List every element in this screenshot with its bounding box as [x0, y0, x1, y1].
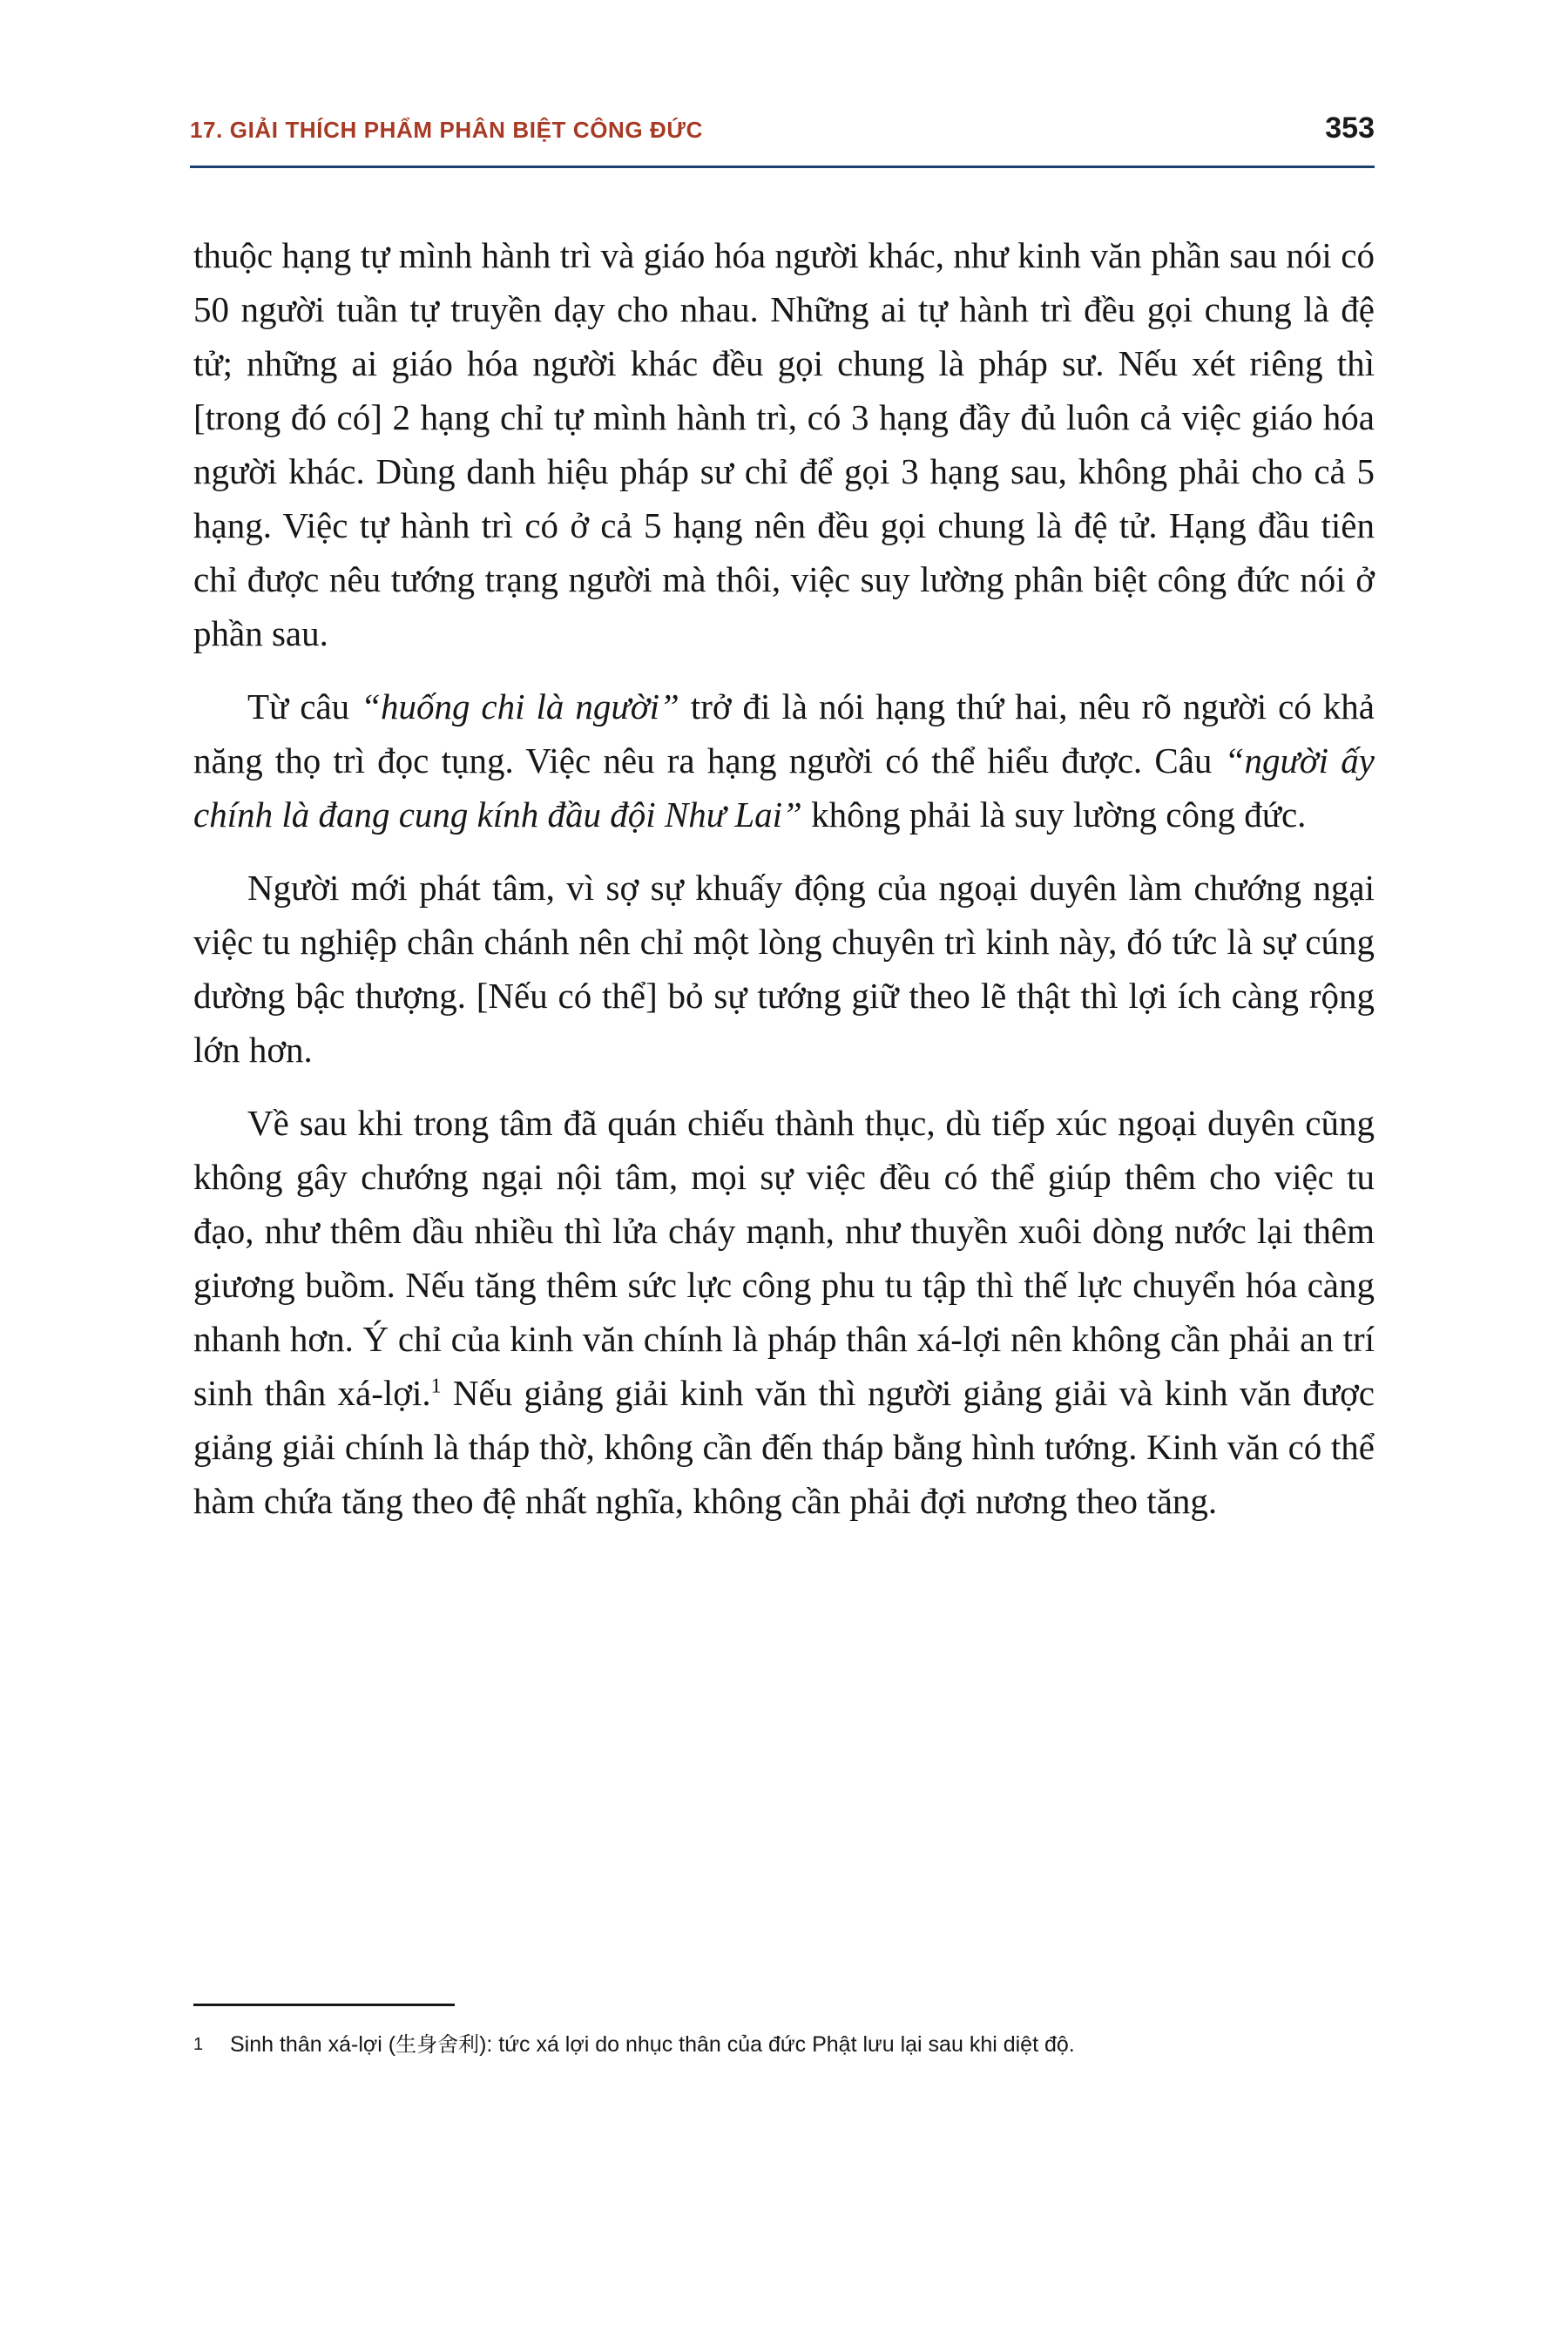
paragraph-3: Người mới phát tâm, vì sợ sự khuấy động của ngoại duyên làm chướng ngại việc tu nghiệp chân chánh nên chỉ một lòng chuyên trì kinh này, đó tức là sự cúng dường bậc thượng. [Nếu có thể] bỏ sự tướng giữ theo lẽ thật thì lợi ích càng rộng lớn hơn. — [193, 868, 1375, 1070]
footnote-divider — [193, 2004, 455, 2006]
footnote-reference: 1 — [430, 1375, 442, 1398]
quoted-phrase: “người ấy chính là đang cung kính đầu đội Như Lai” — [193, 740, 1375, 835]
running-head-title: 17. GIẢI THÍCH PHẨM PHÂN BIỆT CÔNG ĐỨC — [190, 117, 703, 143]
footnote-text: Sinh thân xá-lợi (生身舍利): tức xá lợi do nhục thân của đức Phật lưu lại sau khi diệt độ. — [230, 2032, 1075, 2057]
page-number: 353 — [1325, 112, 1375, 145]
paragraph-4: Về sau khi trong tâm đã quán chiếu thành thục, dù tiếp xúc ngoại duyên cũng không gây chướng ngại nội tâm, mọi sự việc đều có thể giúp thêm cho việc tu đạo, như thêm dầu nhiều thì lửa cháy mạnh, như thuyền xuôi dòng nước lại thêm giương buồm. Nếu tăng thêm sức lực công phu tu tập thì thế lực chuyển hóa càng nhanh hơn. Ý chỉ của kinh văn chính là pháp thân xá-lợi nên không cần phải an trí sinh thân xá-lợi.$^1$ Nếu giảng giải kinh văn thì người giảng giải và kinh văn được giảng giải chính là tháp thờ, không cần đến tháp bằng hình tướng. Kinh văn có thể hàm chứa tăng theo đệ nhất nghĩa, không cần phải đợi nương theo tăng. — [193, 1103, 1375, 1521]
footnote-1 — [193, 2025, 1375, 2064]
paragraph-2: Từ câu “huống chi là người” trở đi là nói hạng thứ hai, nêu rõ người có khả năng thọ trì đọc tụng. Việc nêu ra hạng người có thể hiểu được. Câu “người ấy chính là đang cung kính đầu đội Như Lai” không phải là suy lường công đức. — [193, 686, 1375, 835]
header-divider — [190, 166, 1375, 168]
paragraph-1: thuộc hạng tự mình hành trì và giáo hóa người khác, như kinh văn phần sau nói có 50 người tuần tự truyền dạy cho nhau. Những ai tự hành trì đều gọi chung là đệ tử; những ai giáo hóa người khác đều gọi chung là pháp sư. Nếu xét riêng thì [trong đó có] 2 hạng chỉ tự mình hành trì, có 3 hạng đầy đủ luôn cả việc giáo hóa người khác. Dùng danh hiệu pháp sư chỉ để gọi 3 hạng sau, không phải cho cả 5 hạng. Việc tự hành trì có ở cả 5 hạng nên đều gọi chung là đệ tử. Hạng đầu tiên chỉ được nêu tướng trạng người mà thôi, việc suy lường phân biệt công đức nói ở phần sau. — [193, 235, 1375, 653]
chinese-term: 生身舍利 — [395, 2032, 480, 2057]
footnote-marker: 1 — [193, 2035, 204, 2054]
quoted-phrase: “huống chi là người” — [361, 686, 679, 727]
footnote-area — [193, 2004, 1375, 2064]
page-header — [190, 112, 1375, 145]
body-content — [193, 228, 1375, 1547]
